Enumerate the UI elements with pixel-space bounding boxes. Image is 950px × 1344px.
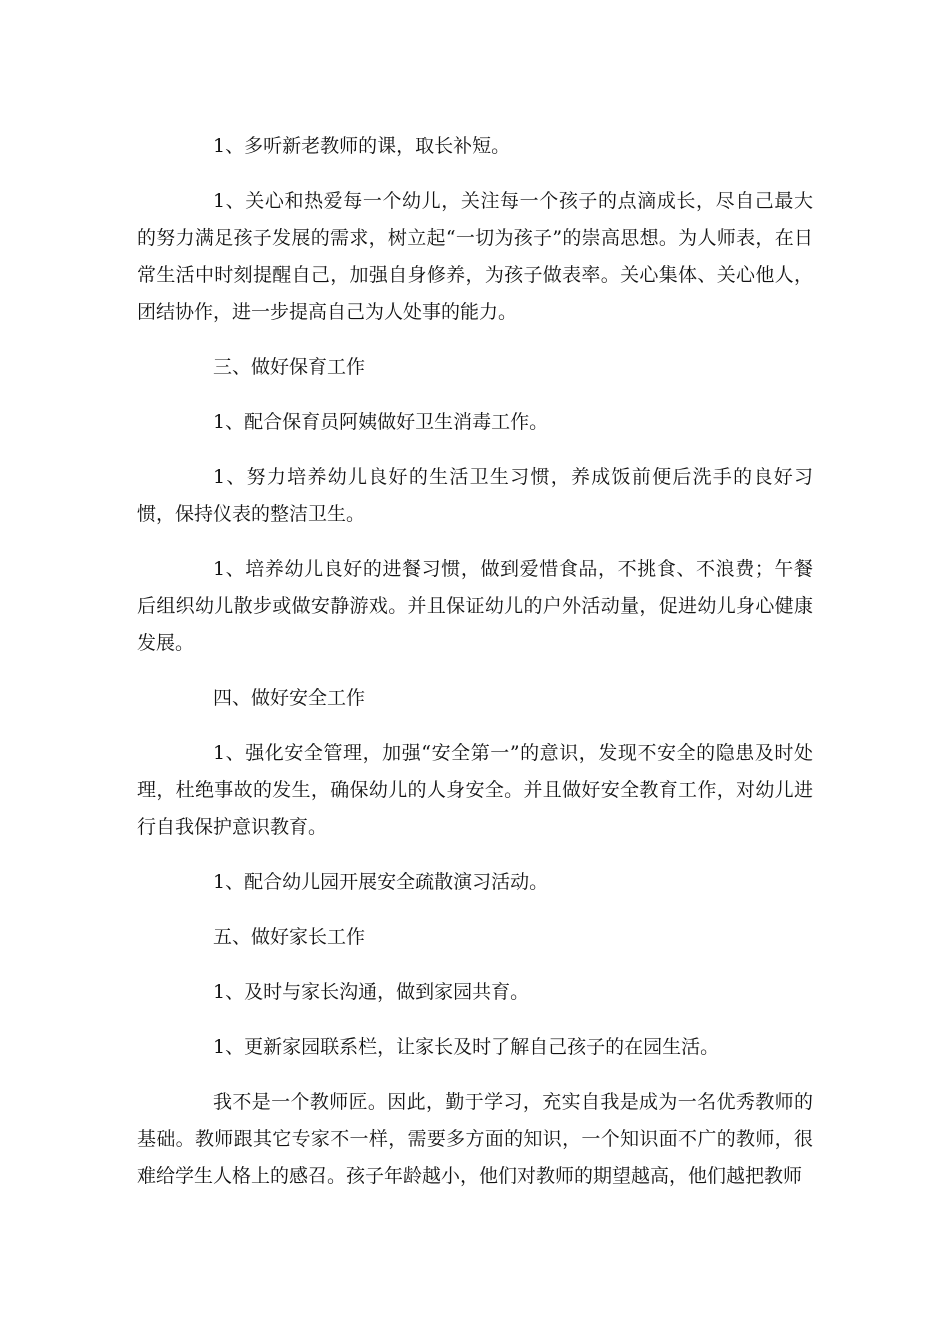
paragraph-disinfection: 1、配合保育员阿姨做好卫生消毒工作。	[213, 411, 549, 433]
document-body	[137, 128, 813, 1213]
section-heading-parents: 五、做好家长工作	[213, 926, 366, 948]
paragraph-parent-communication: 1、及时与家长沟通，做到家园共育。	[213, 981, 530, 1003]
paragraph-eating-habits: 1、培养幼儿良好的进餐习惯，做到爱惜食品，不挑食、不浪费；午餐后组织幼儿散步或做安静游戏。并且保证幼儿的户外活动量，促进幼儿身心健康发展。	[137, 558, 813, 654]
paragraph-item-1: 1、多听新老教师的课，取长补短。	[213, 135, 511, 157]
section-heading-childcare: 三、做好保育工作	[213, 356, 366, 378]
paragraph-care-children: 1、关心和热爱每一个幼儿，关注每一个孩子的点滴成长，尽自己最大的努力满足孩子发展的需求，树立起“一切为孩子”的崇高思想。为人师表，在日常生活中时刻提醒自己，加强自身修养，为孩子做表率。关心集体、关心他人，团结协作，进一步提高自己为人处事的能力。	[137, 190, 813, 323]
paragraph-safety-management: 1、强化安全管理，加强“安全第一”的意识，发现不安全的隐患及时处理，杜绝事故的发生，确保幼儿的人身安全。并且做好安全教育工作，对幼儿进行自我保护意识教育。	[137, 742, 813, 838]
paragraph-teacher-learning: 我不是一个教师匠。因此，勤于学习，充实自我是成为一名优秀教师的基础。教师跟其它专家不一样，需要多方面的知识，一个知识面不广的教师，很难给学生人格上的感召。孩子年龄越小，他们对教师的期望越高，他们越把教师	[137, 1091, 813, 1187]
section-heading-safety: 四、做好安全工作	[213, 687, 366, 709]
paragraph-hygiene-habits: 1、努力培养幼儿良好的生活卫生习惯，养成饭前便后洗手的良好习惯，保持仪表的整洁卫生。	[137, 466, 813, 525]
paragraph-contact-board: 1、更新家园联系栏，让家长及时了解自己孩子的在园生活。	[213, 1036, 720, 1058]
paragraph-evacuation-drill: 1、配合幼儿园开展安全疏散演习活动。	[213, 871, 549, 893]
